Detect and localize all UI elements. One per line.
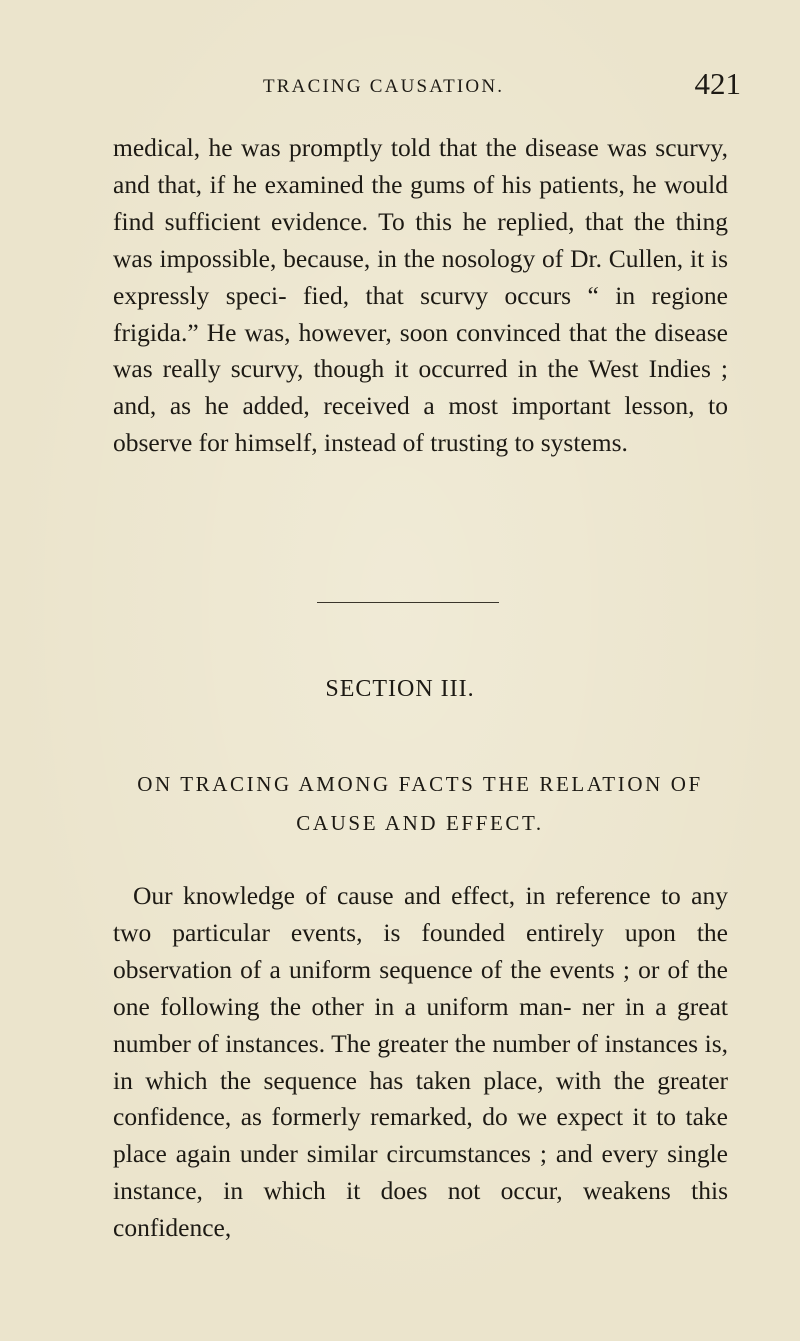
running-title: TRACING CAUSATION. bbox=[263, 76, 505, 97]
continuation-paragraph: medical, he was promptly told that the disease was scurvy, and that, if he examined the gums of his patients, he would find sufficient evidence. To this he replied, that the thing was impossible, because, in the nosology of Dr. Cullen, it is expressly speci- fied, that scurvy occurs “ in regione frigida.” He was, however, soon convinced that the disease was really scurvy, though it occurred in the West Indies ; and, as he added, received a most important lesson, to observe for himself, instead of trusting to systems. bbox=[113, 133, 728, 458]
section-divider-rule bbox=[317, 602, 499, 603]
running-header bbox=[0, 66, 800, 106]
section-opening-text: Our knowledge of cause and effect, in reference to any two particular events, is founded entirely upon the observation of a uniform sequence of the events ; or of the one following the other in a uniform man- ner in a great number of instances. The greater the number of instances is, in which the sequence has taken place, with the greater confidence, as formerly remarked, do we expect it to take place again under similar circumstances ; and every single instance, in which it does not occur, weakens this confidence, bbox=[113, 881, 728, 1243]
page-number: 421 bbox=[694, 66, 741, 101]
section-heading: SECTION III. bbox=[325, 676, 475, 702]
section-opening-paragraph bbox=[113, 878, 728, 1247]
section-title: ON TRACING AMONG FACTS THE RELATION OF CAUSE AND EFFECT. bbox=[137, 772, 703, 835]
